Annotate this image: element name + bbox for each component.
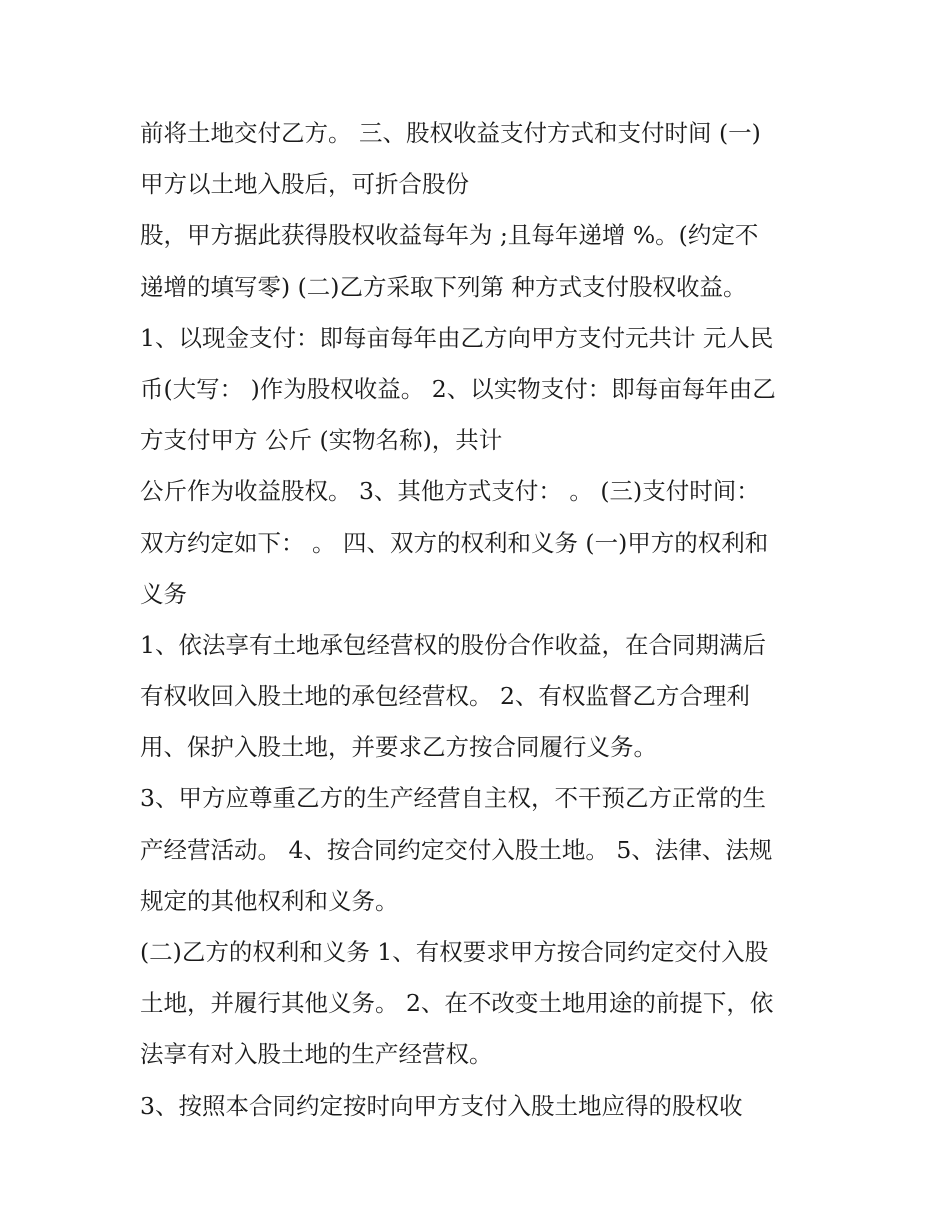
text-line: 递增的填写零) (二)乙方采取下列第 种方式支付股权收益。 — [140, 272, 747, 301]
text-line: 1、以现金支付：即每亩每年由乙方向甲方支付元共计 元人民 — [140, 323, 774, 352]
text-line: 规定的其他权利和义务。 — [140, 886, 399, 915]
text-line: 有权收回入股土地的承包经营权。 2、有权监督乙方合理利 — [140, 682, 750, 711]
text-line: 双方约定如下： 。 四、双方的权利和义务 (一)甲方的权利和 — [140, 528, 769, 557]
text-line: 土地，并履行其他义务。 2、在不改变土地用途的前提下，依 — [140, 989, 774, 1018]
text-line: 产经营活动。 4、按合同约定交付入股土地。 5、法律、法规 — [140, 835, 773, 864]
text-line: 法享有对入股土地的生产经营权。 — [140, 1040, 493, 1069]
text-line: 甲方以土地入股后，可折合股份 — [140, 170, 469, 199]
text-line: 股，甲方据此获得股权收益每年为 ;且每年递增 %。(约定不 — [140, 221, 759, 250]
contract-body-text — [140, 108, 820, 1132]
text-line: 3、按照本合同约定按时向甲方支付入股土地应得的股权收 — [140, 1091, 743, 1120]
text-line: 1、依法享有土地承包经营权的股份合作收益，在合同期满后 — [140, 630, 766, 659]
text-line: 用、保护入股土地，并要求乙方按合同履行义务。 — [140, 733, 657, 762]
text-line: 公斤作为收益股权。 3、其他方式支付： 。 (三)支付时间： — [140, 477, 760, 506]
text-line: 3、甲方应尊重乙方的生产经营自主权，不干预乙方正常的生 — [140, 784, 766, 813]
text-line: 币(大写： )作为股权收益。 2、以实物支付：即每亩每年由乙 — [140, 374, 776, 403]
text-line: (二)乙方的权利和义务 1、有权要求甲方按合同约定交付入股 — [140, 938, 769, 966]
text-line: 方支付甲方 公斤 (实物名称)，共计 — [140, 426, 503, 455]
text-line: 前将土地交付乙方。 三、股权收益支付方式和支付时间 (一) — [140, 119, 761, 147]
text-line: 义务 — [140, 579, 187, 608]
